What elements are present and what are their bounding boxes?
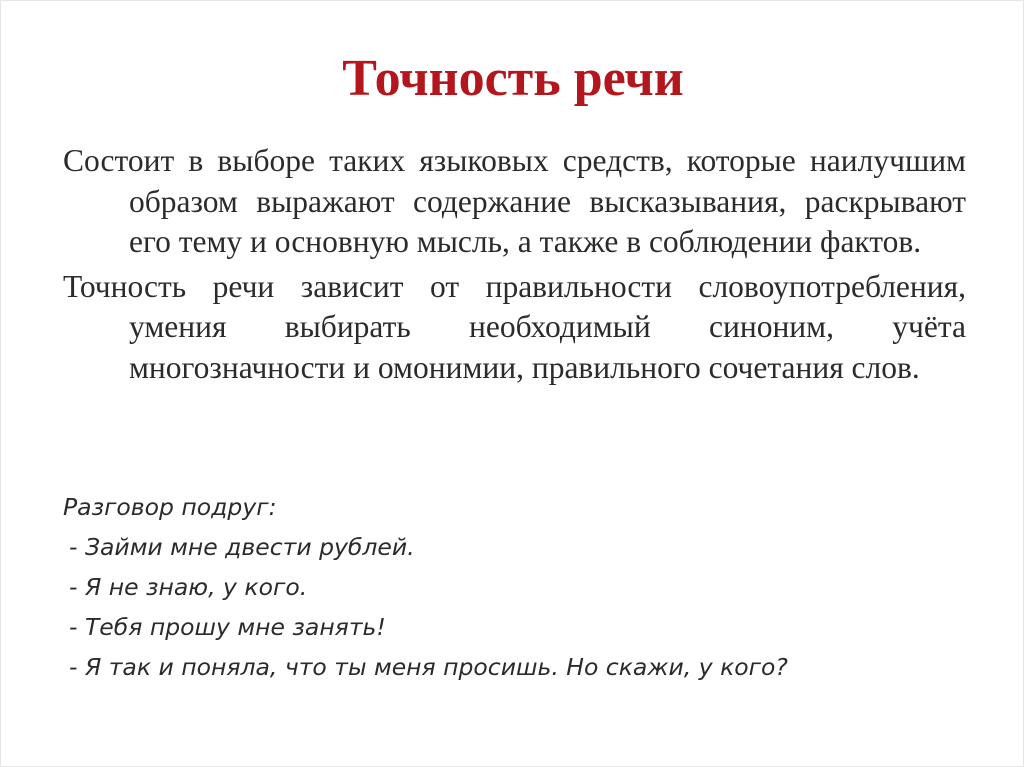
- slide-title: Точность речи: [342, 50, 684, 107]
- dialog-line: - Займи мне двести рублей.: [69, 533, 415, 561]
- paragraph-dependency: Точность речи зависит от правильности словоупотребления, умения выбирать необходимый синоним, учёта многозначности и омонимии, правильного сочетания слов.: [63, 268, 966, 385]
- dialog-example: [63, 487, 983, 687]
- dialog-line: - Я не знаю, у кого.: [69, 573, 308, 601]
- dialog-heading: Разговор подруг:: [63, 493, 277, 521]
- dialog-lines: [63, 527, 983, 687]
- slide-body: [63, 141, 966, 388]
- dialog-line: - Я так и поняла, что ты меня просишь. Но скажи, у кого?: [69, 653, 788, 681]
- dialog-line: - Тебя прошу мне занять!: [69, 613, 386, 641]
- paragraph-definition: Состоит в выборе таких языковых средств, которые наилучшим образом выражают содержание высказывания, раскрывают его тему и основную мысль, а также в соблюдении фактов.: [63, 143, 966, 259]
